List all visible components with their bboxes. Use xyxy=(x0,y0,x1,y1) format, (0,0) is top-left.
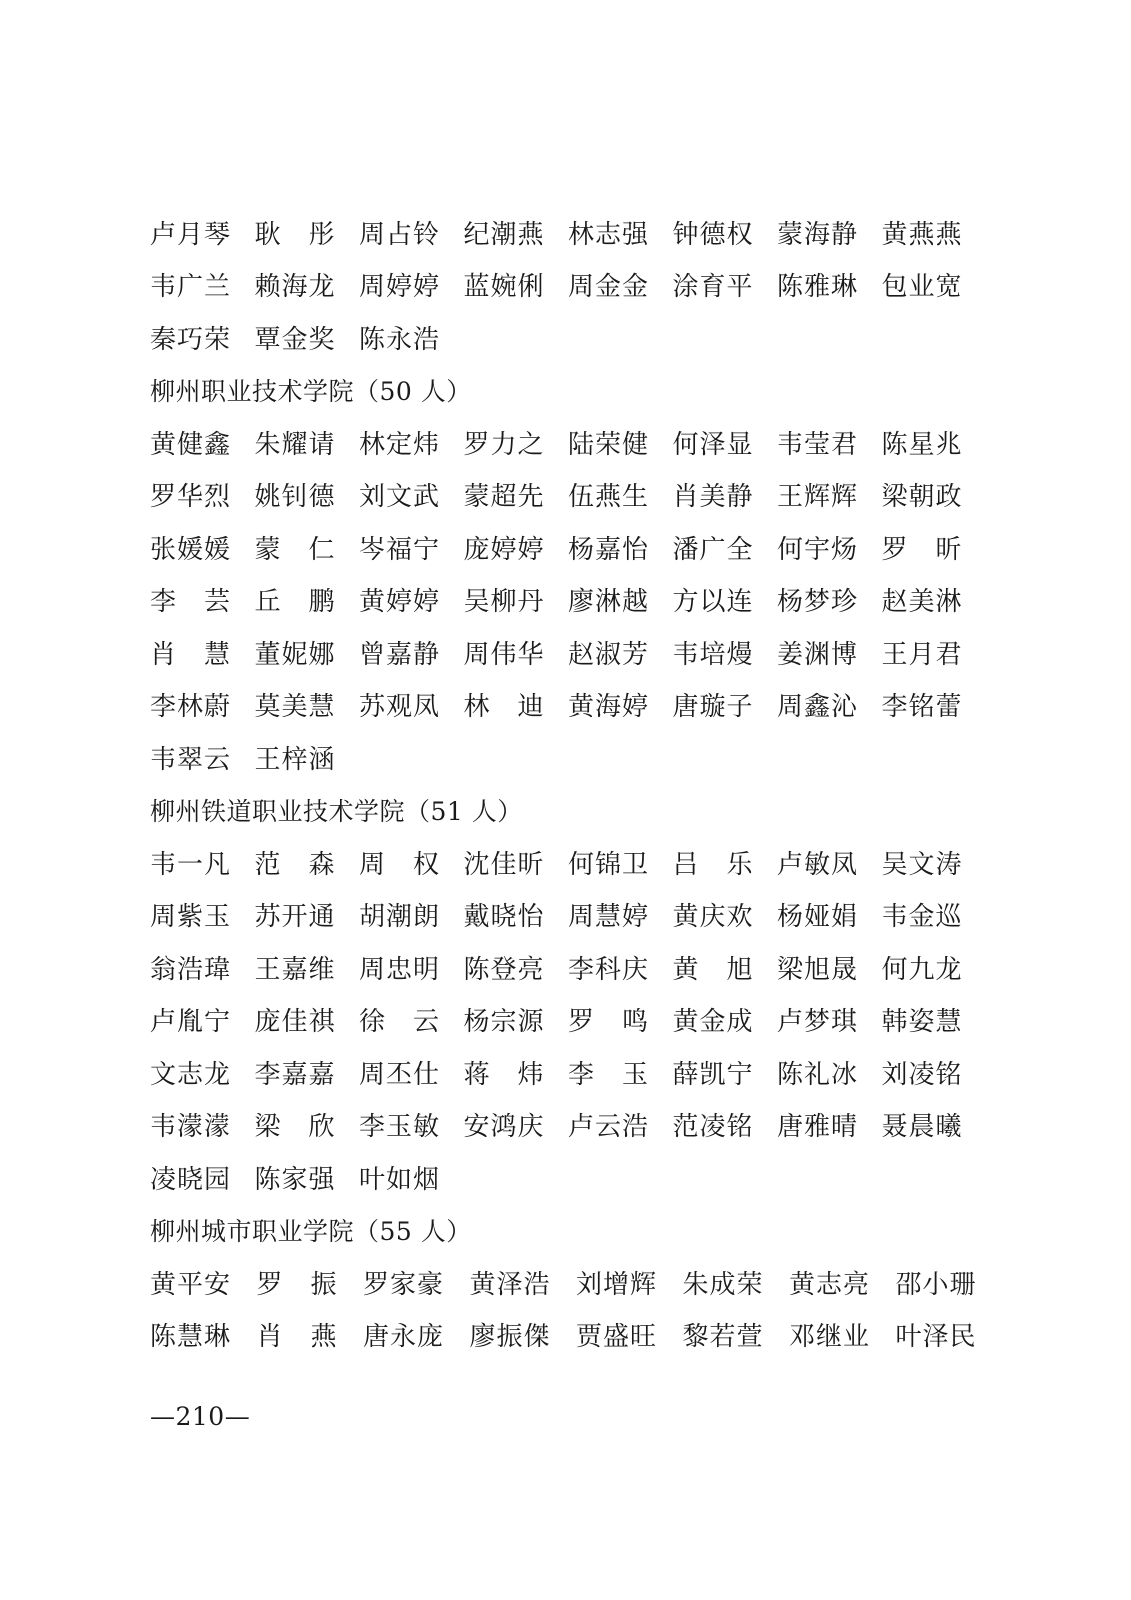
person-name: 罗 昕 xyxy=(881,534,963,565)
person-name: 周伟华 xyxy=(463,639,545,670)
name-row xyxy=(150,1309,1030,1362)
person-name: 韦广兰 xyxy=(150,272,232,303)
name-row xyxy=(150,206,1030,259)
name-row xyxy=(150,941,1030,994)
person-name: 周占铃 xyxy=(359,219,441,250)
person-name: 曾嘉静 xyxy=(359,639,441,670)
person-name: 胡潮朗 xyxy=(359,902,441,933)
person-name: 姜渊博 xyxy=(777,639,859,670)
person-name: 安鸿庆 xyxy=(463,1112,545,1143)
person-name: 叶泽民 xyxy=(895,1322,977,1353)
person-name: 覃金奖 xyxy=(254,324,336,355)
person-name: 梁朝政 xyxy=(881,482,963,513)
person-name: 林志强 xyxy=(568,219,650,250)
person-name: 廖淋越 xyxy=(568,587,650,618)
person-name: 罗家豪 xyxy=(363,1269,445,1300)
person-name: 蒙海静 xyxy=(777,219,859,250)
person-name: 罗华烈 xyxy=(150,482,232,513)
page-number: —210— xyxy=(150,1402,251,1431)
name-row xyxy=(150,311,1030,364)
person-name: 纪潮燕 xyxy=(463,219,545,250)
person-name: 吴文涛 xyxy=(881,849,963,880)
person-name: 周紫玉 xyxy=(150,902,232,933)
person-name: 杨梦珍 xyxy=(777,587,859,618)
person-name: 黄婷婷 xyxy=(359,587,441,618)
person-name: 李铭蕾 xyxy=(881,692,963,723)
person-name: 贾盛旺 xyxy=(576,1322,658,1353)
person-name: 刘文武 xyxy=(359,482,441,513)
person-name: 李科庆 xyxy=(568,954,650,985)
person-name: 罗 振 xyxy=(256,1269,338,1300)
person-name: 沈佳昕 xyxy=(463,849,545,880)
person-name: 何锦卫 xyxy=(568,849,650,880)
person-name: 周婷婷 xyxy=(359,272,441,303)
person-name: 陈星兆 xyxy=(881,429,963,460)
person-name: 王辉辉 xyxy=(777,482,859,513)
person-name: 岑福宁 xyxy=(359,534,441,565)
person-name: 黄海婷 xyxy=(568,692,650,723)
person-name: 耿 彤 xyxy=(254,219,336,250)
person-name: 包业宽 xyxy=(881,272,963,303)
person-name: 廖振傑 xyxy=(469,1322,551,1353)
person-name: 陈登亮 xyxy=(463,954,545,985)
section-heading: 柳州职业技术学院（50 人） xyxy=(150,376,472,406)
name-row xyxy=(150,574,1030,627)
person-name: 戴晓怡 xyxy=(463,902,545,933)
name-row xyxy=(150,469,1030,522)
person-name: 周忠明 xyxy=(359,954,441,985)
person-name: 韦濛濛 xyxy=(150,1112,232,1143)
person-name: 王嘉维 xyxy=(254,954,336,985)
person-name: 苏观凤 xyxy=(359,692,441,723)
name-row xyxy=(150,521,1030,574)
person-name: 陈家强 xyxy=(254,1164,336,1195)
name-row xyxy=(150,259,1030,312)
person-name: 黄庆欢 xyxy=(672,902,754,933)
person-name: 吕 乐 xyxy=(672,849,754,880)
person-name: 王月君 xyxy=(881,639,963,670)
person-name: 黄健鑫 xyxy=(150,429,232,460)
person-name: 朱耀请 xyxy=(254,429,336,460)
person-name: 姚钊德 xyxy=(254,482,336,513)
person-name: 李嘉嘉 xyxy=(254,1059,336,1090)
person-name: 陈礼冰 xyxy=(777,1059,859,1090)
name-row xyxy=(150,836,1030,889)
section-heading: 柳州城市职业学院（55 人） xyxy=(150,1216,472,1246)
person-name: 蒙超先 xyxy=(463,482,545,513)
person-name: 周 权 xyxy=(359,849,441,880)
person-name: 韦一凡 xyxy=(150,849,232,880)
person-name: 叶如烟 xyxy=(359,1164,441,1195)
section-heading: 柳州铁道职业技术学院（51 人） xyxy=(150,796,523,826)
name-row xyxy=(150,889,1030,942)
person-name: 薛凯宁 xyxy=(672,1059,754,1090)
person-name: 范凌铭 xyxy=(672,1112,754,1143)
person-name: 吴柳丹 xyxy=(463,587,545,618)
person-name: 李 玉 xyxy=(568,1059,650,1090)
person-name: 徐 云 xyxy=(359,1007,441,1038)
person-name: 杨娅娟 xyxy=(777,902,859,933)
person-name: 卢胤宁 xyxy=(150,1007,232,1038)
person-name: 李林蔚 xyxy=(150,692,232,723)
person-name: 涂育平 xyxy=(672,272,754,303)
person-name: 莫美慧 xyxy=(254,692,336,723)
name-row xyxy=(150,994,1030,1047)
name-row xyxy=(150,416,1030,469)
name-row xyxy=(150,626,1030,679)
person-name: 杨嘉怡 xyxy=(568,534,650,565)
name-row xyxy=(150,679,1030,732)
person-name: 文志龙 xyxy=(150,1059,232,1090)
person-name: 林定炜 xyxy=(359,429,441,460)
person-name: 韦翠云 xyxy=(150,744,232,775)
person-name: 唐永庞 xyxy=(363,1322,445,1353)
person-name: 苏开通 xyxy=(254,902,336,933)
person-name: 刘增辉 xyxy=(576,1269,658,1300)
person-name: 韦莹君 xyxy=(777,429,859,460)
person-name: 杨宗源 xyxy=(463,1007,545,1038)
person-name: 黄平安 xyxy=(150,1269,232,1300)
person-name: 唐雅晴 xyxy=(777,1112,859,1143)
person-name: 黄燕燕 xyxy=(881,219,963,250)
person-name: 陈雅琳 xyxy=(777,272,859,303)
name-row xyxy=(150,1099,1030,1152)
person-name: 黄志亮 xyxy=(789,1269,871,1300)
person-name: 刘凌铭 xyxy=(881,1059,963,1090)
person-name: 唐璇子 xyxy=(672,692,754,723)
person-name: 方以连 xyxy=(672,587,754,618)
person-name: 韦金巡 xyxy=(881,902,963,933)
person-name: 卢月琴 xyxy=(150,219,232,250)
person-name: 梁 欣 xyxy=(254,1112,336,1143)
person-name: 李 芸 xyxy=(150,587,232,618)
person-name: 李玉敏 xyxy=(359,1112,441,1143)
person-name: 周金金 xyxy=(568,272,650,303)
person-name: 庞婷婷 xyxy=(463,534,545,565)
person-name: 邵小珊 xyxy=(895,1269,977,1300)
person-name: 陆荣健 xyxy=(568,429,650,460)
person-name: 周慧婷 xyxy=(568,902,650,933)
person-name: 周鑫沁 xyxy=(777,692,859,723)
name-row xyxy=(150,731,1030,784)
person-name: 钟德权 xyxy=(672,219,754,250)
person-name: 梁旭晟 xyxy=(777,954,859,985)
person-name: 韦培熳 xyxy=(672,639,754,670)
person-name: 林 迪 xyxy=(463,692,545,723)
person-name: 黄 旭 xyxy=(672,954,754,985)
person-name: 卢云浩 xyxy=(568,1112,650,1143)
person-name: 赖海龙 xyxy=(254,272,336,303)
person-name: 蓝婉俐 xyxy=(463,272,545,303)
person-name: 范 森 xyxy=(254,849,336,880)
person-name: 庞佳祺 xyxy=(254,1007,336,1038)
person-name: 黄金成 xyxy=(672,1007,754,1038)
person-name: 蒋 炜 xyxy=(463,1059,545,1090)
person-name: 陈慧琳 xyxy=(150,1322,232,1353)
person-name: 何泽显 xyxy=(672,429,754,460)
person-name: 卢梦琪 xyxy=(777,1007,859,1038)
name-row xyxy=(150,1256,1030,1309)
person-name: 韩姿慧 xyxy=(881,1007,963,1038)
person-name: 周丕仕 xyxy=(359,1059,441,1090)
person-name: 邓继业 xyxy=(789,1322,871,1353)
person-name: 丘 鹏 xyxy=(254,587,336,618)
name-list xyxy=(150,206,1030,1361)
person-name: 肖 慧 xyxy=(150,639,232,670)
name-row xyxy=(150,1151,1030,1204)
person-name: 朱成荣 xyxy=(682,1269,764,1300)
person-name: 张媛媛 xyxy=(150,534,232,565)
person-name: 肖 燕 xyxy=(256,1322,338,1353)
person-name: 王梓涵 xyxy=(254,744,336,775)
person-name: 罗 鸣 xyxy=(568,1007,650,1038)
person-name: 潘广全 xyxy=(672,534,754,565)
person-name: 凌晓园 xyxy=(150,1164,232,1195)
person-name: 黄泽浩 xyxy=(469,1269,551,1300)
person-name: 赵淑芳 xyxy=(568,639,650,670)
person-name: 翁浩瑋 xyxy=(150,954,232,985)
person-name: 秦巧荣 xyxy=(150,324,232,355)
person-name: 罗力之 xyxy=(463,429,545,460)
person-name: 董妮娜 xyxy=(254,639,336,670)
person-name: 聂晨曦 xyxy=(881,1112,963,1143)
person-name: 陈永浩 xyxy=(359,324,441,355)
person-name: 何九龙 xyxy=(881,954,963,985)
person-name: 黎若萱 xyxy=(682,1322,764,1353)
name-row xyxy=(150,1046,1030,1099)
person-name: 肖美静 xyxy=(672,482,754,513)
person-name: 卢敏凤 xyxy=(777,849,859,880)
person-name: 蒙 仁 xyxy=(254,534,336,565)
person-name: 赵美淋 xyxy=(881,587,963,618)
person-name: 伍燕生 xyxy=(568,482,650,513)
person-name: 何宇炀 xyxy=(777,534,859,565)
